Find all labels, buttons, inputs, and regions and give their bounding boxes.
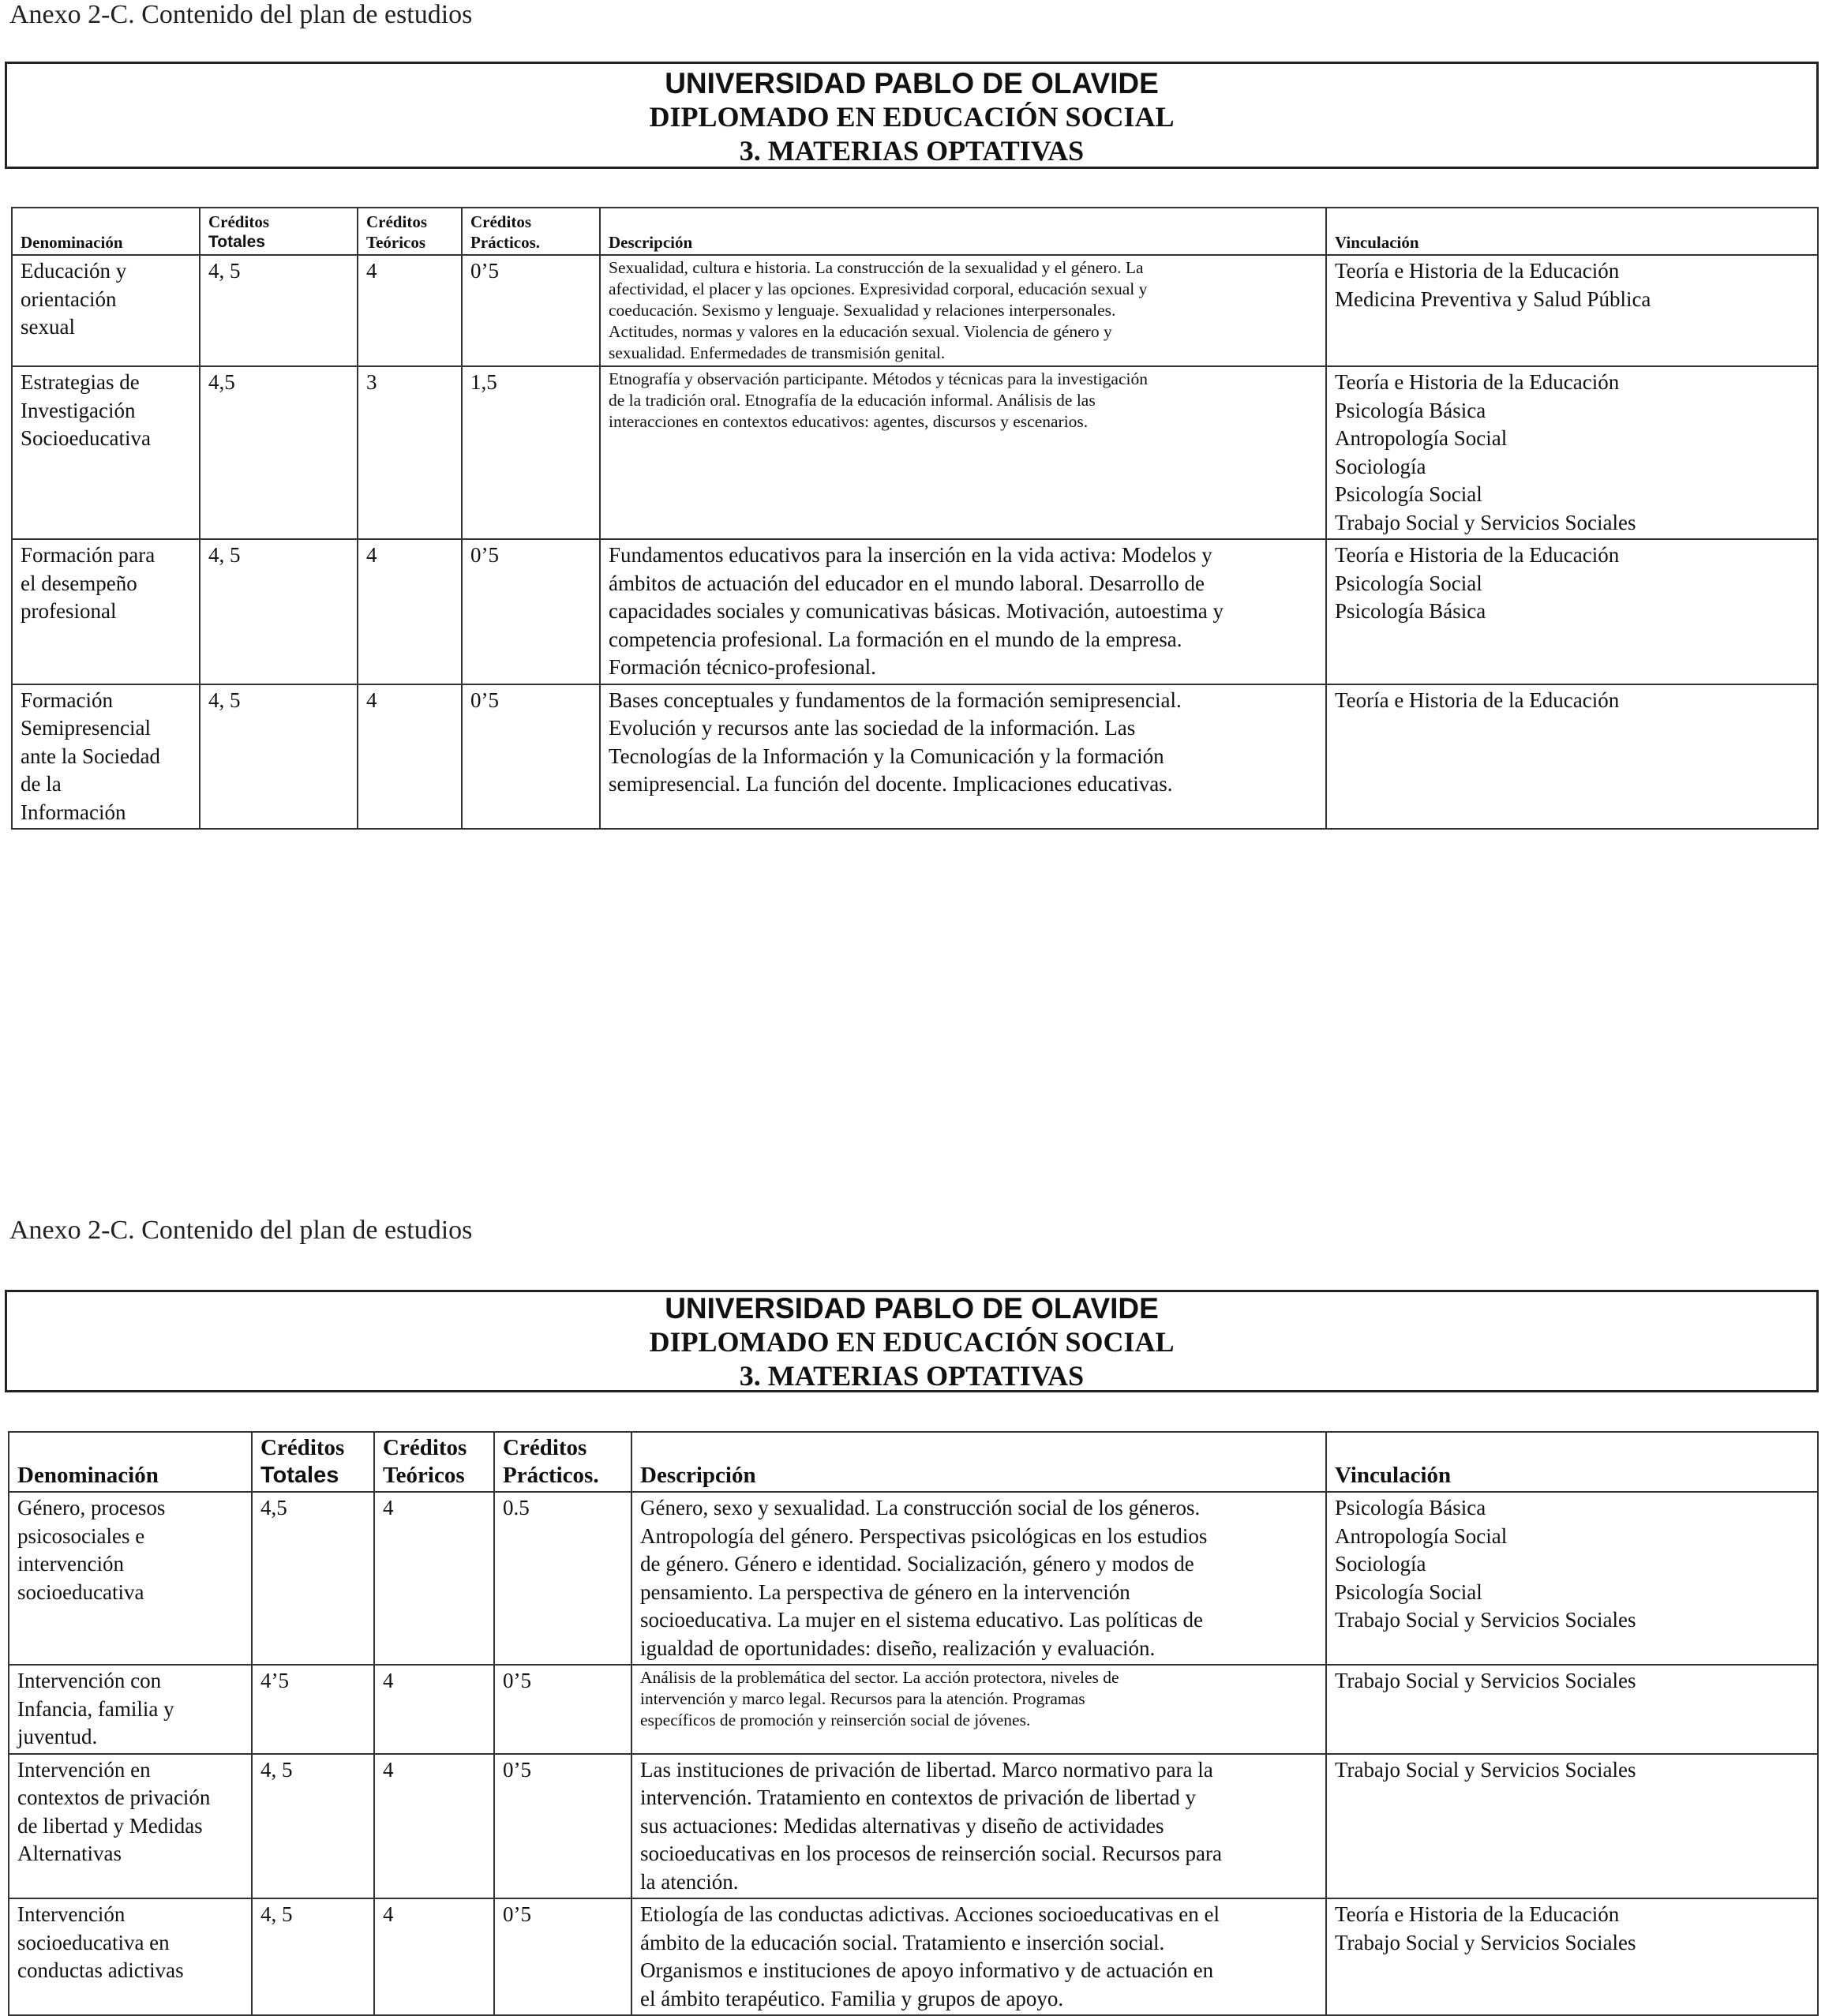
table-header-row <box>12 208 1818 255</box>
cell-creditos-totales: 4’5 <box>252 1665 374 1754</box>
cell-denominacion: Formación para el desempeño profesional <box>12 539 200 684</box>
header-creditos-practicos: Créditos Prácticos. <box>462 208 600 255</box>
cell-creditos-practicos: 0’5 <box>462 539 600 684</box>
header-creditos-totales: Créditos Totales <box>200 208 358 255</box>
cell-creditos-teoricos: 4 <box>374 1492 494 1665</box>
header-creditos-teoricos: Créditos Teóricos <box>374 1432 494 1492</box>
anexo-heading: Anexo 2-C. Contenido del plan de estudios <box>9 0 473 29</box>
cell-denominacion: Intervención socioeducativa en conductas adictivas <box>9 1898 252 2015</box>
cell-creditos-totales: 4,5 <box>252 1492 374 1665</box>
cell-creditos-teoricos: 4 <box>374 1898 494 2015</box>
cell-creditos-teoricos: 4 <box>374 1754 494 1899</box>
header-creditos-practicos: Créditos Prácticos. <box>494 1432 631 1492</box>
cell-creditos-totales: 4, 5 <box>200 684 358 830</box>
table-row <box>9 1754 1818 1899</box>
table-row <box>12 366 1818 539</box>
header-denominacion: Denominación <box>9 1432 252 1492</box>
cell-vinculacion: Psicología Básica Antropología Social Sociología Psicología Social Trabajo Social y Servicios Sociales <box>1326 1492 1818 1665</box>
cell-creditos-practicos: 0’5 <box>462 684 600 830</box>
section-title: 3. MATERIAS OPTATIVAS <box>739 135 1085 167</box>
table-row <box>9 1898 1818 2015</box>
cell-creditos-practicos: 0.5 <box>494 1492 631 1665</box>
cell-denominacion: Intervención en contextos de privación de libertad y Medidas Alternativas <box>9 1754 252 1899</box>
cell-creditos-practicos: 0’5 <box>494 1665 631 1754</box>
cell-creditos-practicos: 0’5 <box>494 1754 631 1899</box>
cell-descripcion: Género, sexo y sexualidad. La construcción social de los géneros. Antropología del género. Perspectivas psicológicas en los estudios de género. Género e identidad. Socialización, género y modos de pensamiento. La perspectiva de género en la intervención socioeducativa. La mujer en el sistema educativo. Las políticas de igualdad de oportunidades: diseño, realización y evaluación. <box>631 1492 1326 1665</box>
cell-descripcion: Bases conceptuales y fundamentos de la formación semipresencial. Evolución y recursos ante las sociedad de la información. Las Tecnologías de la Información y la Comunicación y la formación semipresencial. La función del docente. Implicaciones educativas. <box>600 684 1326 830</box>
cell-denominacion: Educación y orientación sexual <box>12 255 200 366</box>
table-header-row <box>9 1432 1818 1492</box>
cell-creditos-totales: 4, 5 <box>200 255 358 366</box>
cell-creditos-teoricos: 4 <box>358 684 462 830</box>
cell-vinculacion: Trabajo Social y Servicios Sociales <box>1326 1754 1818 1899</box>
header-descripcion: Descripción <box>600 208 1326 255</box>
cell-creditos-practicos: 1,5 <box>462 366 600 539</box>
section-title: 3. MATERIAS OPTATIVAS <box>739 1360 1085 1392</box>
degree-title: DIPLOMADO EN EDUCACIÓN SOCIAL <box>649 1326 1175 1358</box>
cell-vinculacion: Teoría e Historia de la Educación Psicología Básica Antropología Social Sociología Psicología Social Trabajo Social y Servicios Sociales <box>1326 366 1818 539</box>
anexo-heading: Anexo 2-C. Contenido del plan de estudios <box>9 1216 473 1245</box>
cell-vinculacion: Teoría e Historia de la Educación Medicina Preventiva y Salud Pública <box>1326 255 1818 366</box>
header-vinculacion: Vinculación <box>1326 1432 1818 1492</box>
cell-creditos-totales: 4, 5 <box>200 539 358 684</box>
table-row <box>12 684 1818 830</box>
table-row <box>9 1492 1818 1665</box>
header-denominacion: Denominación <box>12 208 200 255</box>
cell-descripcion: Análisis de la problemática del sector. La acción protectora, niveles de intervención y marco legal. Recursos para la atención. Programas específicos de promoción y reinserción social de jóvenes. <box>631 1665 1326 1754</box>
cell-denominacion: Estrategias de Investigación Socioeducativa <box>12 366 200 539</box>
header-vinculacion: Vinculación <box>1326 208 1818 255</box>
header-creditos-teoricos: Créditos Teóricos <box>358 208 462 255</box>
header-creditos-totales: Créditos Totales <box>252 1432 374 1492</box>
degree-title: DIPLOMADO EN EDUCACIÓN SOCIAL <box>649 101 1175 133</box>
university-title: UNIVERSIDAD PABLO DE OLAVIDE <box>665 1292 1159 1325</box>
cell-creditos-teoricos: 4 <box>358 255 462 366</box>
cell-descripcion: Etnografía y observación participante. Métodos y técnicas para la investigación de la tradición oral. Etnografía de la educación informal. Análisis de las interacciones en contextos educativos: agentes, discursos y escenarios. <box>600 366 1326 539</box>
cell-creditos-totales: 4, 5 <box>252 1754 374 1899</box>
subjects-table <box>11 207 1819 830</box>
table-row <box>12 539 1818 684</box>
subjects-table <box>8 1431 1819 2016</box>
cell-creditos-practicos: 0’5 <box>494 1898 631 2015</box>
cell-vinculacion: Teoría e Historia de la Educación Psicología Social Psicología Básica <box>1326 539 1818 684</box>
cell-descripcion: Las instituciones de privación de libertad. Marco normativo para la intervención. Tratamiento en contextos de privación de libertad y sus actuaciones: Medidas alternativas y diseño de actividades socioeducativas en los procesos de reinserción social. Recursos para la atención. <box>631 1754 1326 1899</box>
header-descripcion: Descripción <box>631 1432 1326 1492</box>
cell-vinculacion: Teoría e Historia de la Educación <box>1326 684 1818 830</box>
table-row <box>12 255 1818 366</box>
cell-denominacion: Género, procesos psicosociales e intervención socioeducativa <box>9 1492 252 1665</box>
cell-descripcion: Sexualidad, cultura e historia. La construcción de la sexualidad y el género. La afectividad, el placer y las opciones. Expresividad corporal, educación sexual y coeducación. Sexismo y lenguaje. Sexualidad y relaciones interpersonales. Actitudes, normas y valores en la educación sexual. Violencia de género y sexualidad. Enfermedades de transmisión genital. <box>600 255 1326 366</box>
cell-descripcion: Etiología de las conductas adictivas. Acciones socioeducativas en el ámbito de la educación social. Tratamiento e inserción social. Organismos e instituciones de apoyo informativo y de actuación en el ámbito terapéutico. Familia y grupos de apoyo. <box>631 1898 1326 2015</box>
cell-vinculacion: Teoría e Historia de la Educación Trabajo Social y Servicios Sociales <box>1326 1898 1818 2015</box>
title-box <box>5 1290 1819 1392</box>
cell-denominacion: Formación Semipresencial ante la Sociedad de la Información <box>12 684 200 830</box>
title-box <box>5 62 1819 169</box>
cell-vinculacion: Trabajo Social y Servicios Sociales <box>1326 1665 1818 1754</box>
table-row <box>9 1665 1818 1754</box>
university-title: UNIVERSIDAD PABLO DE OLAVIDE <box>665 67 1159 99</box>
cell-creditos-teoricos: 4 <box>374 1665 494 1754</box>
cell-denominacion: Intervención con Infancia, familia y juventud. <box>9 1665 252 1754</box>
cell-creditos-teoricos: 3 <box>358 366 462 539</box>
cell-creditos-totales: 4,5 <box>200 366 358 539</box>
cell-creditos-teoricos: 4 <box>358 539 462 684</box>
cell-descripcion: Fundamentos educativos para la inserción en la vida activa: Modelos y ámbitos de actuación del educador en el mundo laboral. Desarrollo de capacidades sociales y comunicativas básicas. Motivación, autoestima y competencia profesional. La formación en el mundo de la empresa. Formación técnico-profesional. <box>600 539 1326 684</box>
cell-creditos-totales: 4, 5 <box>252 1898 374 2015</box>
cell-creditos-practicos: 0’5 <box>462 255 600 366</box>
